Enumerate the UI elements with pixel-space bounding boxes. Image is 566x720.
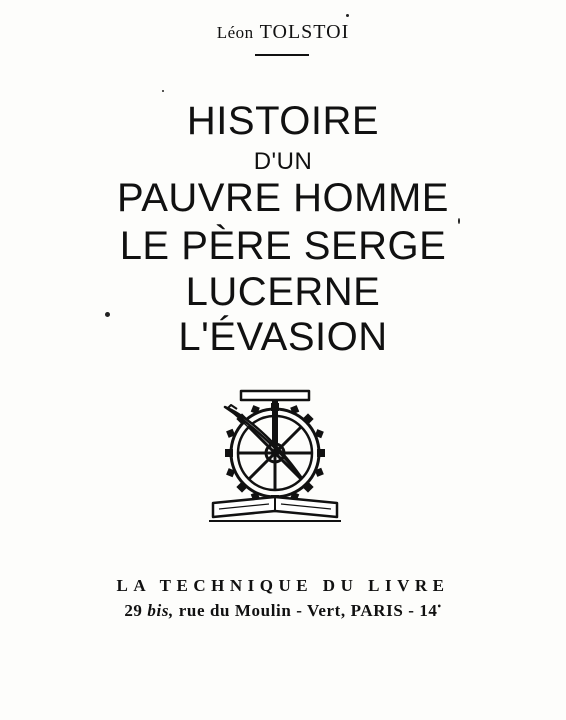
- title-line-lucerne: LUCERNE: [185, 270, 381, 314]
- title-line-histoire: HISTOIRE: [186, 99, 380, 143]
- publisher-address: 29 bis, rue du Moulin - Vert, PARIS - 14•: [124, 601, 442, 620]
- address-bis: bis,: [147, 601, 174, 620]
- author-first-name: Léon: [216, 23, 254, 42]
- scan-speck: [162, 90, 164, 92]
- scan-speck: [346, 14, 349, 17]
- title-line-pere-serge: LE PÈRE SERGE: [119, 224, 447, 268]
- printer-gear-quill-emblem-icon: [205, 385, 345, 530]
- author-name: [0, 21, 566, 44]
- title-line-dun: D'UN: [253, 148, 313, 175]
- title-line-pauvre-homme: PAUVRE HOMME: [117, 176, 449, 220]
- publisher-name: LA TECHNIQUE DU LIVRE: [116, 576, 450, 595]
- title-line-evasion: L'ÉVASION: [178, 315, 388, 359]
- author-last-name: TOLSTOI: [259, 21, 350, 43]
- scan-speck: [458, 218, 460, 224]
- address-number: 29: [124, 601, 143, 620]
- address-street-city: rue du Moulin - Vert, PARIS - 14: [178, 601, 438, 620]
- scan-speck: [105, 312, 110, 317]
- author-underline-rule: [255, 54, 309, 56]
